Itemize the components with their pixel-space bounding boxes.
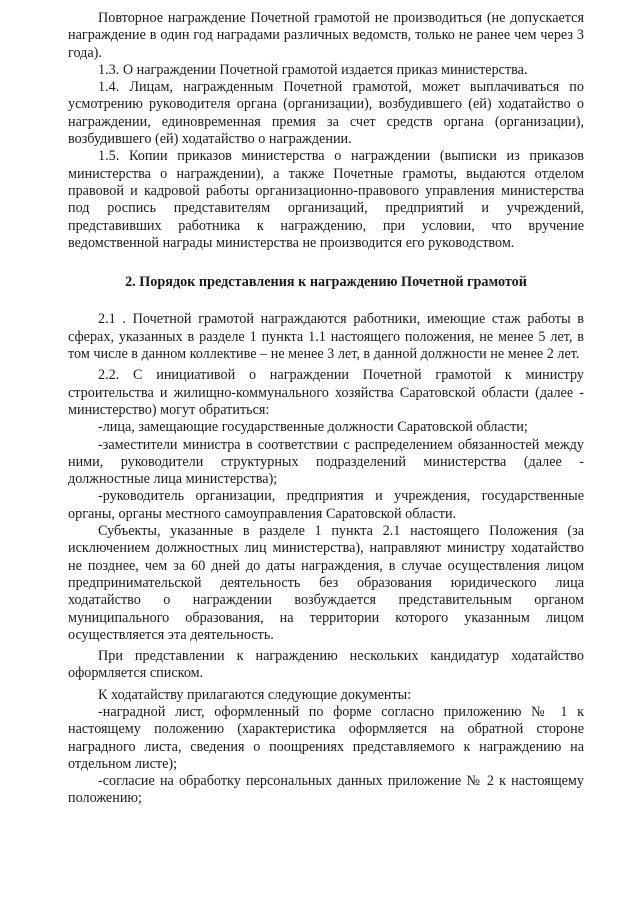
- paragraph-1-4: 1.4. Лицам, награжденным Почетной грамотой, может выплачиваться по усмотрению руководителя органа (организации), возбудившего (ей) ходатайство о награждении, единовременная премия за счет средств органа (организации), возбудившего (ей) ходатайство о награждении.: [68, 79, 584, 148]
- paragraph-subjects: Субъекты, указанные в разделе 1 пункта 2.1 настоящего Положения (за исключением должностных лиц министерства), направляют министру ходатайство не позднее, чем за 60 дней до даты награждения, в случае осуществления лицом предпринимательской деятельность без образования юридического лица ходатайство о награждении возбуждается представительным органом муниципального образования, на территории которого указанным лицом осуществляется эта деятельность.: [68, 523, 584, 643]
- list-item-state-positions: -лица, замещающие государственные должности Саратовской области;: [98, 419, 528, 436]
- section-heading: 2. Порядок представления к награждению Почетной грамотой: [125, 274, 527, 291]
- paragraph-attached-documents: К ходатайству прилагаются следующие документы:: [98, 686, 412, 703]
- list-item-award-sheet: -наградной лист, оформленный по форме согласно приложению № 1 к настоящему положению (характеристика оформляется на обратной стороне наградного листа, сведения о поощрениях представляемого к награждению на отдельном листе);: [68, 703, 584, 772]
- document-page: [68, 10, 584, 808]
- paragraph-2-2: 2.2. С инициативой о награждении Почетной грамотой к министру строительства и жилищно-коммунального хозяйства Саратовской области (далее - министерство) могут обратиться:: [68, 367, 584, 418]
- paragraph-repeat-award: Повторное награждение Почетной грамотой не производиться (не допускается награждение в один год наградами различных ведомств, только не ранее чем через 3 года).: [68, 10, 584, 61]
- paragraph-1-5: 1.5. Копии приказов министерства о награждении (выписки из приказов министерства о награждении), а также Почетные грамоты, выдаются отделом правовой и кадровой работы организационно-правового управления министерства под роспись представителям организаций, предприятий и учреждений, представивших работника к награждению, при условии, что вручение ведомственной награды министерства не производится его руководством.: [68, 148, 584, 251]
- list-item-organization-heads: -руководитель организации, предприятия и учреждения, государственные органы, органы местного самоуправления Саратовской области.: [68, 488, 584, 522]
- paragraph-list-submission: При представлении к награждению нескольких кандидатур ходатайство оформляется списком.: [68, 648, 584, 682]
- list-item-personal-data-consent: -согласие на обработку персональных данных приложение № 2 к настоящему положению;: [68, 773, 584, 807]
- list-item-deputy-ministers: -заместители министра в соответствии с распределением обязанностей между ними, руководители структурных подразделений министерства (далее - должностные лица министерства);: [68, 436, 584, 488]
- paragraph-2-1: 2.1 . Почетной грамотой награждаются работники, имеющие стаж работы в сферах, указанных в разделе 1 пункта 1.1 настоящего положения, не менее 5 лет, в том числе в данном коллективе – не менее 3 лет, в данной должности не менее 2 лет.: [68, 311, 584, 363]
- paragraph-1-3: 1.3. О награждении Почетной грамотой издается приказ министерства.: [98, 61, 528, 78]
